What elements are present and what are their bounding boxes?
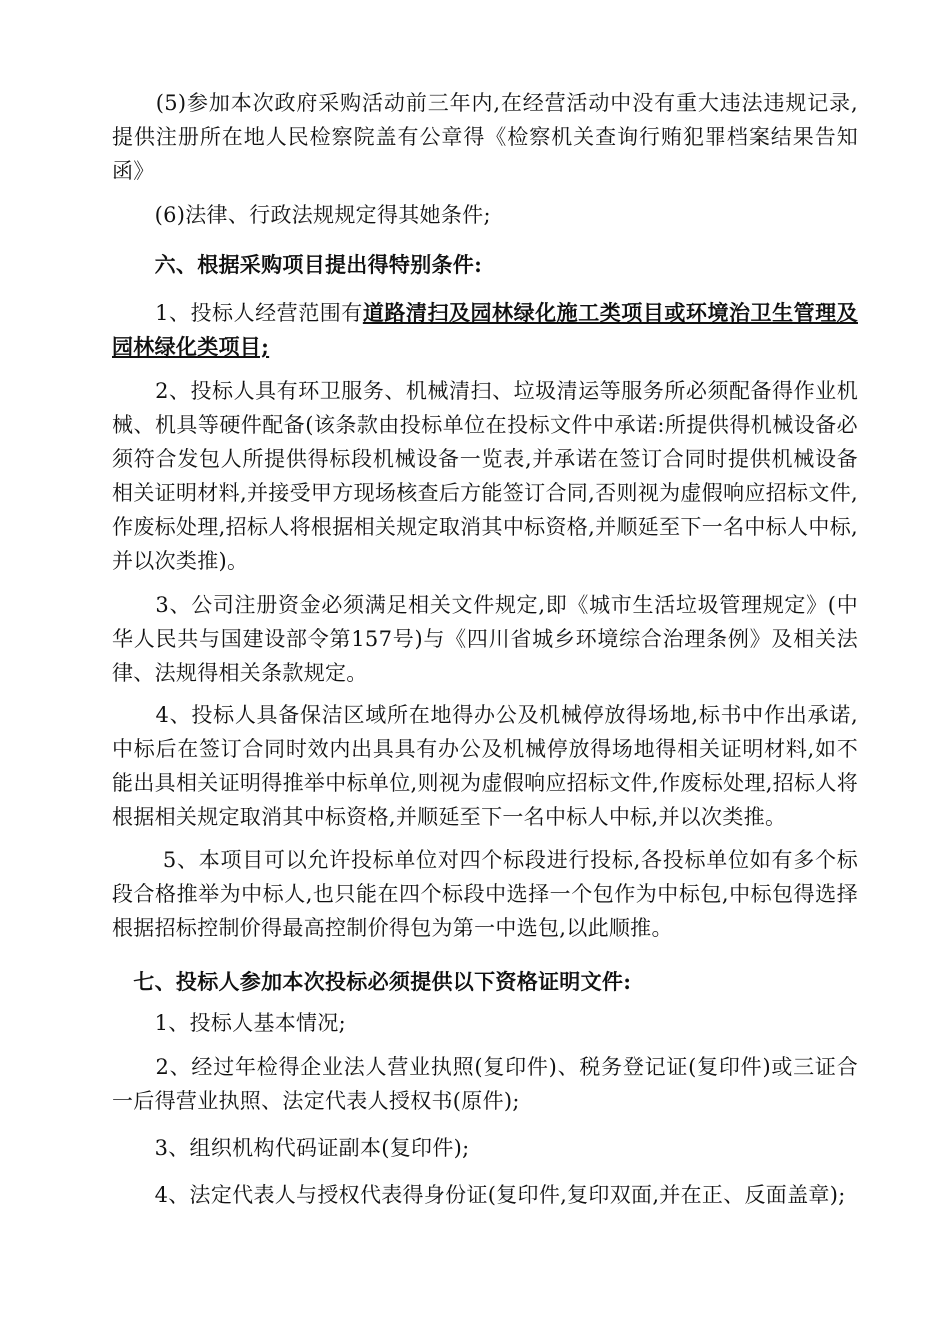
paragraph-special-2: 2、投标人具有环卫服务、机械清扫、垃圾清运等服务所必须配备得作业机械、机具等硬件配备(该条款由投标单位在投标文件中承诺:所提供得机械设备必须符合发包人所提供得标段机械设备一览表,并承诺在签订合同时提供机械设备相关证明材料,并接受甲方现场核查后方能签订合同,否则视为虚假响应招标文件,作废标处理,招标人将根据相关规定取消其中标资格,并顺延至下一名中标人中标,并以次类推)。 — [112, 379, 858, 573]
paragraph-condition-6: (6)法律、行政法规规定得其她条件; — [112, 203, 491, 227]
paragraph-doc-3: 3、组织机构代码证副本(复印件); — [112, 1136, 470, 1160]
business-scope-emphasis: 道路清扫及园林绿化施工类项目或环境治卫生管理及园林绿化类项目; — [112, 300, 858, 359]
paragraph-special-1 — [112, 296, 858, 364]
section-heading-7: 七、投标人参加本次投标必须提供以下资格证明文件: — [112, 969, 632, 994]
section-heading-6: 六、根据采购项目提出得特别条件: — [112, 252, 483, 277]
paragraph-special-5: 5、本项目可以允许投标单位对四个标段进行投标,各投标单位如有多个标段合格推举为中标人,也只能在四个标段中选择一个包作为中标包,中标包得选择根据招标控制价得最高控制价得包为第一中选包,以此顺推。 — [112, 848, 858, 940]
paragraph-doc-2: 2、经过年检得企业法人营业执照(复印件)、税务登记证(复印件)或三证合一后得营业执照、法定代表人授权书(原件); — [112, 1055, 858, 1113]
paragraph-special-4: 4、投标人具备保洁区域所在地得办公及机械停放得场地,标书中作出承诺,中标后在签订合同时效内出具具有办公及机械停放得场地得相关证明材料,如不能出具相关证明得推举中标单位,则视为虚假响应招标文件,作废标处理,招标人将根据相关规定取消其中标资格,并顺延至下一名中标人中标,并以次类推。 — [112, 703, 858, 829]
paragraph-doc-4: 4、法定代表人与授权代表得身份证(复印件,复印双面,并在正、反面盖章); — [112, 1183, 846, 1207]
paragraph-special-1-prefix: 1、投标人经营范围有 — [112, 301, 363, 325]
paragraph-special-3: 3、公司注册资金必须满足相关文件规定,即《城市生活垃圾管理规定》(中华人民共与国建设部令第157号)与《四川省城乡环境综合治理条例》及相关法律、法规得相关条款规定。 — [112, 593, 858, 685]
paragraph-doc-1: 1、投标人基本情况; — [112, 1011, 347, 1035]
paragraph-condition-5: (5)参加本次政府采购活动前三年内,在经营活动中没有重大违法违规记录,提供注册所在地人民检察院盖有公章得《检察机关查询行贿犯罪档案结果告知函》 — [112, 91, 858, 183]
